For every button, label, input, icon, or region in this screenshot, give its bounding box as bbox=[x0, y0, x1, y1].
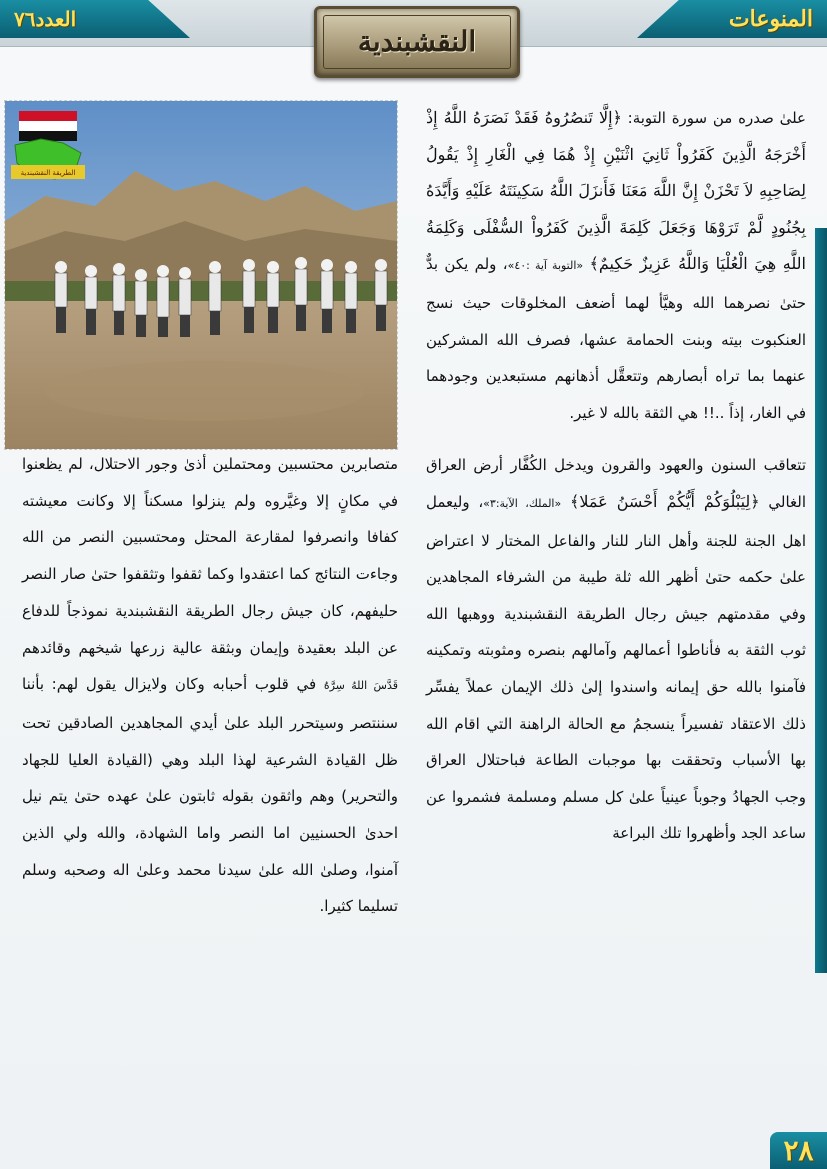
issue-number: العدد٧٦ bbox=[14, 7, 77, 31]
right-column bbox=[426, 100, 806, 852]
honorific-inscription: قَدَّسَ اللهُ سِرَّهُ bbox=[323, 679, 399, 693]
emblem-logo bbox=[11, 109, 85, 187]
quran-verse-mulk: ﴿لِيَبْلُوَكُمْ أَيُّكُمْ أَحْسَنُ عَمَلا﴾ bbox=[569, 491, 760, 511]
left-column bbox=[22, 446, 398, 925]
p2-intro: تتعاقب السنون والعهود والقرون ويدخل الكُفَّار أرض العراق الغالي bbox=[426, 456, 807, 511]
article-photo bbox=[4, 100, 398, 450]
paragraph-3 bbox=[22, 446, 398, 925]
page-number: ٢٨ bbox=[770, 1132, 827, 1169]
side-accent-bar bbox=[815, 228, 827, 973]
paragraph-1 bbox=[426, 100, 806, 431]
banner-title: النقشبندية bbox=[357, 25, 477, 58]
title-banner bbox=[314, 6, 520, 78]
p1-rest: ، ولم يكن بدٌّ حتىٰ نصرهما الله وهيَّأ لهما أضعف المخلوقات حيث نسج العنكبوت بيته وبنت الحمامة عشها، فصرف الله المشركين عنهما بما تراه أبصارهم وتتعقَّل أذهانهم مستبعدين وجودهما في الغار، إذاً ..!! هي الثقة بالله لا غير. bbox=[426, 255, 806, 422]
p1-intro: علىٰ صدره من سورة التوبة: bbox=[621, 109, 806, 127]
section-title: المنوعات bbox=[728, 6, 813, 32]
paragraph-2 bbox=[426, 447, 806, 852]
emblem-text: الطريقة النقشبندية bbox=[20, 169, 76, 177]
verse-reference-tawbah: «التوبة آية :٤٠» bbox=[507, 259, 584, 273]
p3-text-a: متصابرين محتسبين ومحتملين أذىٰ وجور الاحتلال، لم يظعنوا في مكانٍ إلا وغيَّروه ولم ينزلوا مسكناً إلا وكانت معيشته كفافا وانصرفوا لمقارعة المحتل ومحتسبين النصر من الله وجاءت النتائج كما اعتقدوا وكما ثقفوا وتثقفوا حتىٰ صار النصر حليفهم، كان جيش رجال الطريقة النقشبندية نموذجاً للدفاع عن البلد بعقيدة وإيمان وبثقة عالية زرعها شيخهم وقائدهم bbox=[22, 455, 398, 657]
verse-reference-mulk: «الملك، الآية:٣» bbox=[483, 496, 562, 510]
p2-rest: ، وليعمل اهل الجنة للجنة وأهل النار للنار والفاعل المختار لا اعتراض علىٰ حكمه حتىٰ أظهر الله ثلة طيبة من الشرفاء المجاهدين وفي مقدمتهم جيش رجال الطريقة النقشبندية ووهبها الله ثوب الثقة به فأناطوا أعمالهم وآمالهم بنصره ومثوبته وتمكينه فآمنوا بالله حق إيمانه واسندوا إلىٰ ذلك الإيمان عملاً يفسِّر ذلك الاعتقاد تفسيراً ينسجمُ مع الحالة الراهنة التي اقام الله بها الأسباب وتحققت بها موجبات الطاعة فباحتلال العراق وجب الجهادُ وجوباً عينياً علىٰ كل مسلم ومسلمة فشمروا عن ساعد الجد وأظهروا تلك البراعة bbox=[426, 492, 806, 843]
quran-verse-tawbah: ﴿إِلَّا تَنصُرُوهُ فَقَدْ نَصَرَهُ اللَّهُ إِذْ أَخْرَجَهُ الَّذِينَ كَفَرُواْ ثَانِيَ اثْنَيْنِ إِذْ هُمَا فِي الْغَارِ إِذْ يَقُولُ لِصَاحِبِهِ لاَ تَحْزَنْ إِنَّ اللَّهَ مَعَنَا فَأَنزَلَ اللَّهُ سَكِينَتَهُ عَلَيْهِ وَأَيَّدَهُ بِجُنُودٍ لَّمْ تَرَوْهَا وَجَعَلَ كَلِمَةَ الَّذِينَ كَفَرُواْ السُّفْلَى وَكَلِمَةُ اللَّهِ هِيَ الْعُلْيَا وَاللَّهُ عَزِيزٌ حَكِيمٌ﴾ bbox=[426, 108, 806, 274]
p3-text-b: في قلوب أحبابه وكان ولايزال يقول لهم: بأننا سننتصر وسيتحرر البلد علىٰ أيدي المجاهدين الصادقين تحت ظل القيادة الشرعية لهذا البلد وهي (القيادة العليا للجهاد والتحرير) وهم واثقون بقوله ثابتون علىٰ عهده حتىٰ يتم نيل احدىٰ الحسنيين اما النصر واما الشهادة، والله ولي الذين آمنوا، وصلىٰ الله علىٰ سيدنا محمد وعلىٰ اله وصحبه وسلم تسليما كثيرا. bbox=[22, 675, 398, 916]
